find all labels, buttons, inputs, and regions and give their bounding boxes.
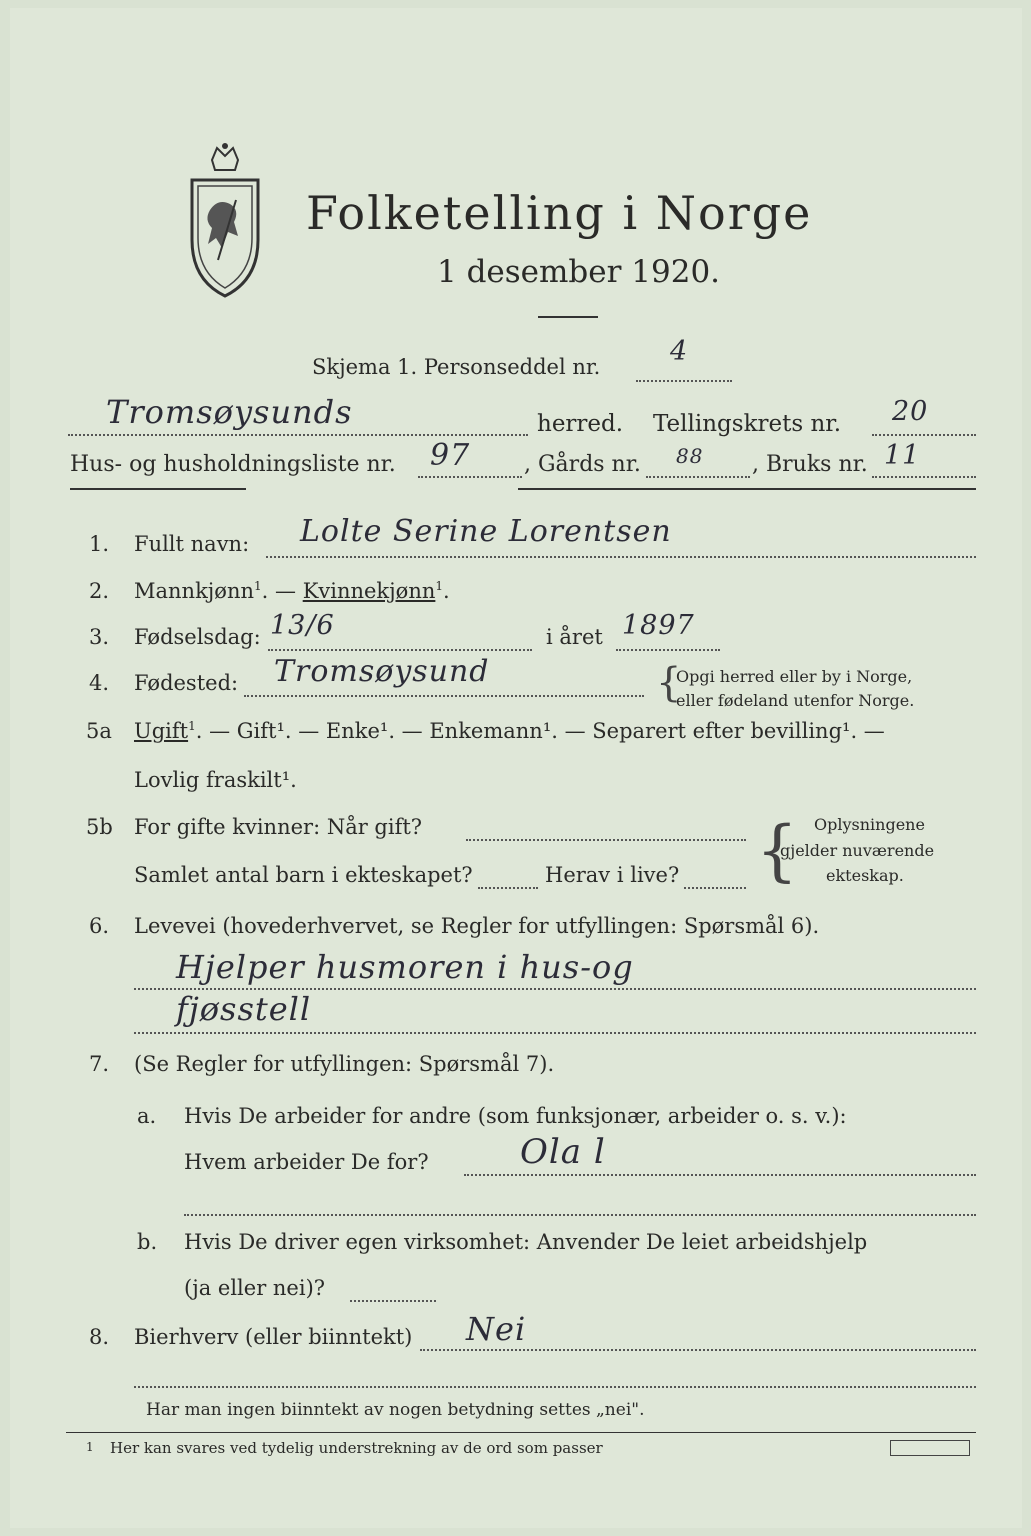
- header-rule-right: [518, 488, 976, 490]
- gards-label: , Gårds nr.: [524, 452, 641, 477]
- footer-rule: [66, 1432, 976, 1433]
- bruks-label: , Bruks nr.: [752, 452, 868, 477]
- q4-note-1: Opgi herred eller by i Norge,: [676, 667, 913, 686]
- hus-line: [418, 476, 522, 478]
- q5a-options: Ugift$^1$. — Gift¹. — Enke¹. — Enkemann¹. — Separert efter bevilling¹. —: [134, 719, 885, 743]
- q5a-number: 5a: [86, 719, 112, 743]
- skjema-label: Skjema 1. Personseddel nr.: [312, 355, 601, 379]
- q6-number: 6.: [89, 914, 110, 938]
- q7a-value: Ola l: [520, 1132, 606, 1172]
- bruks-line: [872, 476, 976, 478]
- q5b-label-3: Herav i live?: [545, 863, 680, 887]
- q6-line-2: [134, 1032, 976, 1034]
- q1-number: 1.: [89, 532, 110, 556]
- printer-stamp: [890, 1440, 970, 1456]
- footnote-text: Her kan svares ved tydelig understrekning av de ord som passer: [110, 1439, 603, 1457]
- tellingskrets-label: Tellingskrets nr.: [653, 411, 842, 437]
- q5a-line-2: Lovlig fraskilt¹.: [134, 768, 297, 792]
- q2-separator: . —: [261, 579, 303, 603]
- q7-label: (Se Regler for utfyllingen: Spørsmål 7).: [134, 1052, 555, 1076]
- q3-value: 13/6: [270, 610, 335, 641]
- coat-of-arms-icon: [182, 140, 268, 300]
- q3-year-value: 1897: [622, 610, 695, 641]
- q3-line: [268, 649, 532, 651]
- title-divider: [538, 316, 598, 318]
- q7a-label-2: Hvem arbeider De for?: [184, 1150, 429, 1174]
- q7a-line-2: [184, 1214, 976, 1216]
- gards-line: [646, 476, 750, 478]
- q5b-line-1: [466, 839, 746, 841]
- q3-number: 3.: [89, 625, 110, 649]
- bruks-value: 11: [884, 440, 921, 471]
- skjema-line: [636, 380, 732, 382]
- q1-line: [266, 556, 976, 558]
- q1-value: Lolte Serine Lorentsen: [300, 514, 672, 549]
- q7a-letter: a.: [137, 1104, 157, 1128]
- tellingskrets-value: 20: [892, 396, 929, 427]
- skjema-value: 4: [670, 336, 689, 367]
- q7a-label-1: Hvis De arbeider for andre (som funksjonær, arbeider o. s. v.):: [184, 1104, 847, 1128]
- q3-label: Fødselsdag:: [134, 625, 261, 649]
- q3-year-label: i året: [546, 625, 603, 649]
- q8-line: [420, 1349, 976, 1351]
- q2-sex-options: Mannkjønn$^1$. — Kvinnekjønn$^1$.: [134, 579, 450, 603]
- q7b-line: [350, 1300, 436, 1302]
- q4-note-2: eller fødeland utenfor Norge.: [676, 691, 915, 710]
- q1-label: Fullt navn:: [134, 532, 250, 556]
- q4-line: [244, 695, 644, 697]
- q2-male: Mannkjønn: [134, 579, 255, 603]
- q7b-label-1: Hvis De driver egen virksomhet: Anvender De leiet arbeidshjelp: [184, 1230, 868, 1254]
- q5b-brace: {: [756, 812, 798, 889]
- hus-value: 97: [430, 438, 471, 473]
- census-date: 1 desember 1920.: [437, 254, 721, 290]
- q2-number: 2.: [89, 579, 110, 603]
- q8-label: Bierhverv (eller biinntekt): [134, 1325, 413, 1349]
- q5b-note-3: ekteskap.: [826, 866, 904, 885]
- q3-year-line: [616, 649, 720, 651]
- q2-female: Kvinnekjønn: [302, 579, 436, 603]
- q4-label: Fødested:: [134, 671, 239, 695]
- q4-number: 4.: [89, 671, 110, 695]
- q2-end: .: [443, 579, 450, 603]
- q8-value: Nei: [466, 1310, 527, 1348]
- q4-brace: {: [656, 660, 682, 706]
- q7-number: 7.: [89, 1052, 110, 1076]
- q5b-label-1: For gifte kvinner: Når gift?: [134, 815, 423, 839]
- q7b-letter: b.: [137, 1230, 158, 1254]
- q5b-note-2: gjelder nuværende: [780, 841, 935, 860]
- q8-line-2: [134, 1386, 976, 1388]
- q5a-ugift: Ugift: [134, 719, 189, 743]
- form-title: Folketelling i Norge: [306, 186, 813, 240]
- q8-number: 8.: [89, 1325, 110, 1349]
- q5b-line-3: [684, 887, 746, 889]
- gards-value: 88: [676, 444, 704, 468]
- hus-label: Hus- og husholdningsliste nr.: [70, 452, 396, 477]
- q7a-line: [464, 1174, 976, 1176]
- q6-label: Levevei (hovederhvervet, se Regler for utfyllingen: Spørsmål 6).: [134, 914, 820, 938]
- q5b-number: 5b: [86, 815, 113, 839]
- herred-label: herred.: [537, 411, 624, 437]
- q6-value-1: Hjelper husmoren i hus-og: [176, 948, 634, 986]
- q5b-label-2: Samlet antal barn i ekteskapet?: [134, 863, 473, 887]
- q4-value: Tromsøysund: [274, 654, 490, 689]
- herred-line: [68, 434, 528, 436]
- footer-note: Har man ingen biinntekt av nogen betydning settes „nei".: [146, 1400, 645, 1420]
- footnote-number: 1: [86, 1440, 94, 1454]
- tellingskrets-line: [872, 434, 976, 436]
- herred-value: Tromsøysunds: [106, 393, 353, 431]
- q5b-line-2: [478, 887, 538, 889]
- q7b-label-2: (ja eller nei)?: [184, 1276, 326, 1300]
- header-rule-left: [70, 488, 246, 490]
- q6-value-2: fjøsstell: [176, 990, 312, 1028]
- q5b-note-1: Oplysningene: [814, 815, 925, 834]
- q5a-rest: . — Gift¹. — Enke¹. — Enkemann¹. — Separert efter bevilling¹. —: [195, 719, 885, 743]
